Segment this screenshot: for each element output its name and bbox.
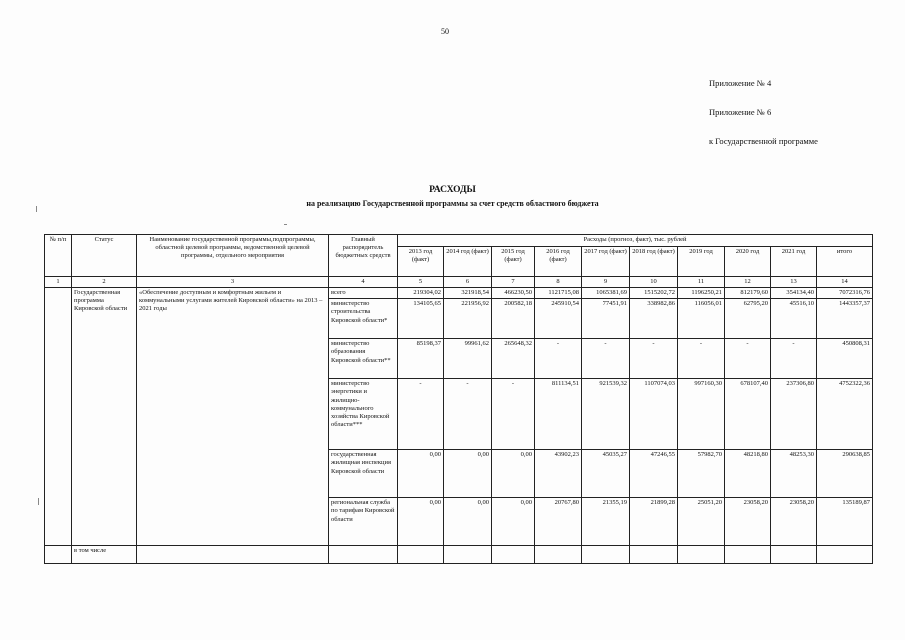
program-name: «Обеспечение доступным и комфортным жильем и коммунальными услугами жителей Кировской области» на 2013 – 2021 годы: [137, 288, 329, 546]
column-number: 6: [444, 277, 492, 288]
document-subtitle: на реализацию Государственной программы за счет средств областного бюджета: [306, 199, 599, 208]
value-cell: 0,00: [492, 450, 535, 498]
appendix-line-3: к Государственной программе: [709, 136, 818, 146]
column-number: 11: [678, 277, 725, 288]
value-cell: 678107,40: [725, 379, 771, 450]
empty-cell: [535, 546, 582, 564]
value-cell: 466230,50: [492, 288, 535, 299]
value-cell: 219304,02: [398, 288, 444, 299]
manager-cell: региональная служба по тарифам Кировской области: [329, 498, 398, 546]
header-year: 2014 год (факт): [444, 247, 492, 277]
manager-cell: всего: [329, 288, 398, 299]
empty-cell: [582, 546, 630, 564]
row-num-cell: [45, 546, 72, 564]
value-cell: 338982,86: [630, 299, 678, 339]
column-number: 5: [398, 277, 444, 288]
value-cell: 1443357,37: [817, 299, 873, 339]
empty-cell: [444, 546, 492, 564]
value-cell: 354134,40: [771, 288, 817, 299]
manager-cell: министерство образования Кировской области**: [329, 339, 398, 379]
value-cell: 237306,80: [771, 379, 817, 450]
value-cell: 45035,27: [582, 450, 630, 498]
header-num: № п/п: [45, 235, 72, 277]
header-year: 2021 год: [771, 247, 817, 277]
value-cell: 48218,80: [725, 450, 771, 498]
value-cell: -: [582, 339, 630, 379]
value-cell: -: [771, 339, 817, 379]
row-num-cell: [45, 288, 72, 546]
in-that-number-label: в том числе: [72, 546, 137, 564]
value-cell: 245910,54: [535, 299, 582, 339]
header-year: 2019 год: [678, 247, 725, 277]
header-total: итого: [817, 247, 873, 277]
value-cell: 99961,62: [444, 339, 492, 379]
header-year: 2013 год (факт): [398, 247, 444, 277]
value-cell: 1196250,21: [678, 288, 725, 299]
scan-speck: [284, 224, 287, 225]
value-cell: 200582,18: [492, 299, 535, 339]
column-number: 4: [329, 277, 398, 288]
value-cell: 21355,19: [582, 498, 630, 546]
column-number: 3: [137, 277, 329, 288]
value-cell: -: [444, 379, 492, 450]
value-cell: 1065381,69: [582, 288, 630, 299]
value-cell: 0,00: [444, 450, 492, 498]
value-cell: 321918,54: [444, 288, 492, 299]
document-title: РАСХОДЫ: [429, 185, 476, 195]
expenses-table: [44, 234, 873, 564]
manager-cell: министерство энергетики и жилищно-коммунального хозяйства Кировской области***: [329, 379, 398, 450]
value-cell: 221956,92: [444, 299, 492, 339]
appendix-line-1: Приложение № 4: [709, 78, 772, 88]
value-cell: 1121715,08: [535, 288, 582, 299]
value-cell: -: [492, 379, 535, 450]
value-cell: 0,00: [444, 498, 492, 546]
empty-cell: [817, 546, 873, 564]
column-number: 7: [492, 277, 535, 288]
column-number: 10: [630, 277, 678, 288]
manager-cell: министерство строительства Кировской области*: [329, 299, 398, 339]
value-cell: 23058,20: [771, 498, 817, 546]
value-cell: -: [535, 339, 582, 379]
value-cell: 997160,30: [678, 379, 725, 450]
scan-speck: [36, 206, 37, 212]
value-cell: 48253,30: [771, 450, 817, 498]
column-number: 8: [535, 277, 582, 288]
value-cell: 450808,31: [817, 339, 873, 379]
header-year: 2016 год (факт): [535, 247, 582, 277]
empty-cell: [492, 546, 535, 564]
column-number: 1: [45, 277, 72, 288]
value-cell: 1107074,03: [630, 379, 678, 450]
column-number: 12: [725, 277, 771, 288]
empty-cell: [329, 546, 398, 564]
column-number: 13: [771, 277, 817, 288]
value-cell: 811134,51: [535, 379, 582, 450]
column-number: 14: [817, 277, 873, 288]
empty-cell: [725, 546, 771, 564]
value-cell: 265648,32: [492, 339, 535, 379]
value-cell: 43902,23: [535, 450, 582, 498]
value-cell: 57982,70: [678, 450, 725, 498]
empty-cell: [678, 546, 725, 564]
value-cell: -: [725, 339, 771, 379]
empty-cell: [630, 546, 678, 564]
value-cell: 4752322,36: [817, 379, 873, 450]
program-status: Государственная программа Кировской области: [72, 288, 137, 546]
table-row-in-that-number: [45, 546, 873, 564]
value-cell: 0,00: [398, 498, 444, 546]
value-cell: 135189,87: [817, 498, 873, 546]
appendix-line-2: Приложение № 6: [709, 107, 772, 117]
value-cell: 0,00: [492, 498, 535, 546]
value-cell: 1515202,72: [630, 288, 678, 299]
column-number-row: [45, 277, 873, 288]
header-year: 2017 год (факт): [582, 247, 630, 277]
value-cell: 23058,20: [725, 498, 771, 546]
value-cell: 290638,85: [817, 450, 873, 498]
value-cell: 116056,01: [678, 299, 725, 339]
value-cell: -: [398, 379, 444, 450]
value-cell: 21899,28: [630, 498, 678, 546]
value-cell: 7072316,76: [817, 288, 873, 299]
header-year: 2020 год: [725, 247, 771, 277]
scan-speck: [38, 498, 39, 505]
value-cell: 20767,80: [535, 498, 582, 546]
header-row-1: [45, 235, 873, 247]
value-cell: 25051,20: [678, 498, 725, 546]
empty-cell: [398, 546, 444, 564]
empty-cell: [137, 546, 329, 564]
value-cell: -: [678, 339, 725, 379]
value-cell: 134105,65: [398, 299, 444, 339]
manager-cell: государственная жилищная инспекция Кировской области: [329, 450, 398, 498]
value-cell: 47246,55: [630, 450, 678, 498]
value-cell: -: [630, 339, 678, 379]
table-row-total: [45, 288, 873, 299]
column-number: 9: [582, 277, 630, 288]
page-number: 50: [441, 27, 449, 36]
value-cell: 62795,20: [725, 299, 771, 339]
header-name: Наименование государственной программы,подпрограммы, областной целевой программы, ведомственной целевой программы, отдельного мероприятия: [137, 235, 329, 277]
value-cell: 921539,32: [582, 379, 630, 450]
value-cell: 0,00: [398, 450, 444, 498]
value-cell: 77451,91: [582, 299, 630, 339]
header-year: 2015 год (факт): [492, 247, 535, 277]
value-cell: 812179,60: [725, 288, 771, 299]
header-expenses: Расходы (прогноз, факт), тыс. рублей: [398, 235, 873, 247]
column-number: 2: [72, 277, 137, 288]
value-cell: 85198,37: [398, 339, 444, 379]
header-manager: Главный распорядитель бюджетных средств: [329, 235, 398, 277]
header-status: Статус: [72, 235, 137, 277]
header-year: 2018 год (факт): [630, 247, 678, 277]
empty-cell: [771, 546, 817, 564]
value-cell: 45516,10: [771, 299, 817, 339]
